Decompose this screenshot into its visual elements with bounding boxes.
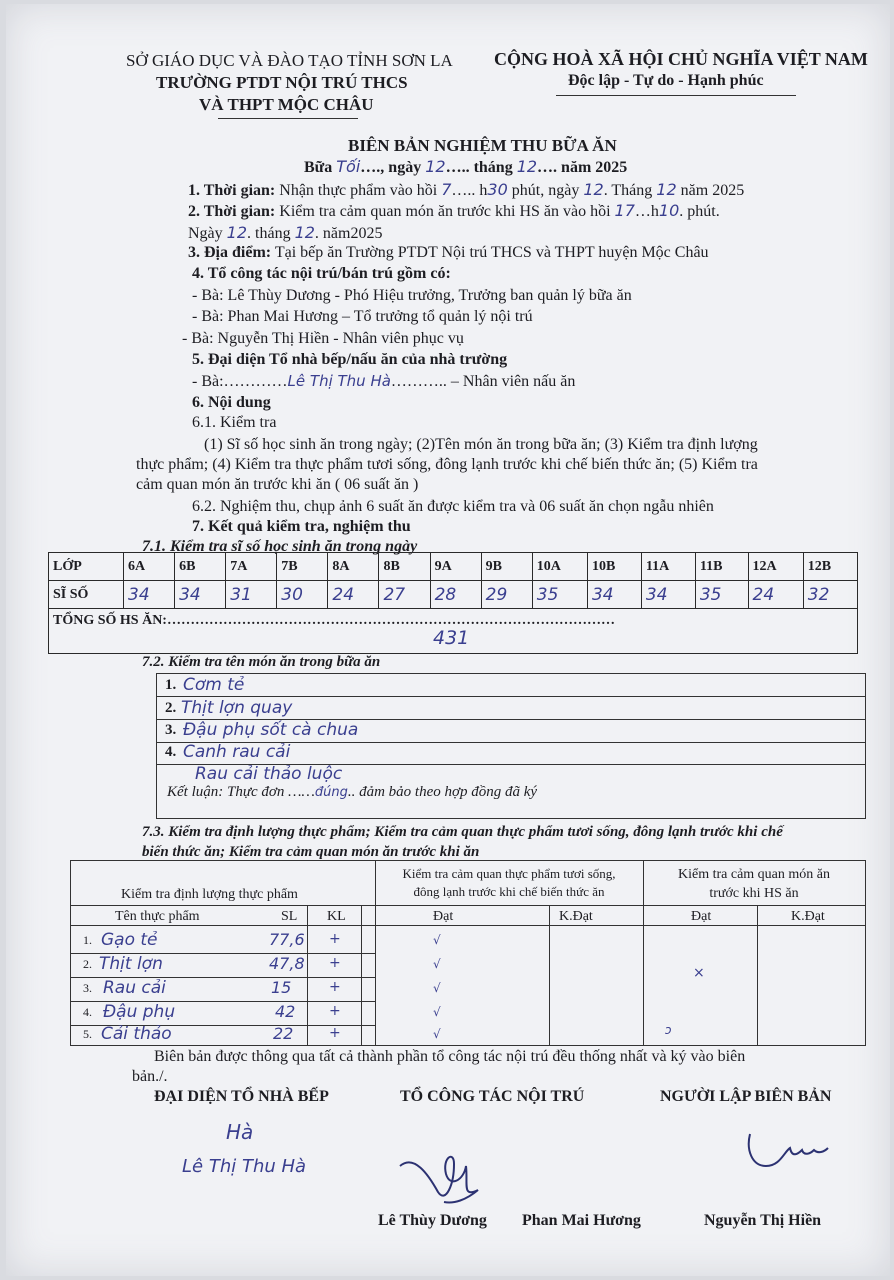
school-name-line2: VÀ THPT MỘC CHÂU [199, 95, 374, 114]
class-row-label: LỚP [49, 553, 124, 581]
section-6-1: 6.1. Kiểm tra [192, 414, 277, 431]
header-sl: SL [281, 909, 298, 924]
header-left-underline [218, 118, 358, 119]
food-name: Gạo tẻ [101, 930, 158, 950]
header-fresh: Kiểm tra cảm quan thực phẩm tươi sống, đông lạnh trước khi chế biến thức ăn [402, 866, 616, 899]
food-dat: √ [433, 1005, 441, 1019]
header-sense: Kiểm tra cảm quan món ăn trước khi HS ăn [677, 867, 830, 901]
food-name: Thịt lợn [99, 954, 163, 974]
food-kl: + [329, 979, 341, 995]
department-name: SỞ GIÁO DỤC VÀ ĐÀO TẠO TỈNH SƠN LA [126, 51, 453, 70]
sense-check-mark: × [693, 965, 705, 981]
count-row [49, 581, 858, 609]
closing-text-l1: Biên bản được thông qua tất cả thành phần tổ công tác nội trú đều thống nhất và ký vào biên [154, 1048, 746, 1065]
signer-2-name: Phan Mai Hương [522, 1212, 641, 1229]
food-sl: 22 [273, 1024, 294, 1043]
dish-name: Thịt lợn quay [181, 698, 293, 718]
dish-name: Cơm tẻ [183, 675, 245, 695]
check-items-line1: (1) Sĩ số học sinh ăn trong ngày; (2)Tên món ăn trong bữa ăn; (3) Kiểm tra định lượng [204, 436, 758, 453]
dish-list-box [156, 673, 866, 819]
attendance-table [48, 552, 858, 654]
header-kdat-sense: K.Đạt [791, 909, 825, 924]
count-cell: 29 [481, 581, 532, 609]
count-cell: 34 [175, 581, 226, 609]
header-dat-fresh: Đạt [433, 909, 454, 924]
document-page [6, 4, 890, 1276]
meal-date-line: Bữa Tối…., ngày 12….. tháng 12…. năm 2025 [304, 157, 628, 176]
member-1: - Bà: Lê Thùy Dương - Phó Hiệu trưởng, Trưởng ban quản lý bữa ăn [192, 287, 632, 304]
document-title: BIÊN BẢN NGHIỆM THU BỮA ĂN [348, 136, 617, 155]
check-items-line2: thực phẩm; (4) Kiểm tra thực phẩm tươi sống, đông lạnh trước khi chế biến thức ăn; (5) Kiểm tra [136, 456, 758, 473]
sense-check-mark-2: ↄ [665, 1023, 672, 1037]
food-kl: + [329, 1003, 341, 1019]
meal-name: Tối [336, 157, 361, 176]
section-7-2-heading: 7.2. Kiểm tra tên món ăn trong bữa ăn [142, 654, 381, 670]
dish-name: Canh rau cải [183, 742, 291, 762]
count-cell: 34 [587, 581, 641, 609]
motto: Độc lập - Tự do - Hạnh phúc [568, 72, 764, 89]
total-label: TỔNG SỐ HS ĂN:…………………………………………………………………………………… [53, 613, 615, 628]
maker-signature [744, 1130, 834, 1176]
section-6-2: 6.2. Nghiệm thu, chụp ảnh 6 suất ăn được kiểm tra và 06 suất ăn chọn ngẫu nhiên [192, 498, 714, 515]
class-row [49, 553, 858, 581]
school-name-line1: TRƯỜNG PTDT NỘI TRÚ THCS [156, 73, 408, 92]
class-cell: 7A [226, 553, 277, 581]
signer-1-name: Lê Thùy Dương [378, 1212, 487, 1229]
member-3: - Bà: Nguyễn Thị Hiền - Nhân viên phục vụ [182, 330, 464, 347]
count-cell: 34 [124, 581, 175, 609]
header-food-name: Tên thực phẩm [115, 909, 200, 924]
count-cell: 30 [277, 581, 328, 609]
count-cell: 27 [379, 581, 430, 609]
section-6-heading: 6. Nội dung [192, 394, 271, 411]
food-name: Rau cải [103, 978, 166, 998]
dish-name-extra: Rau cải thảo luộc [195, 764, 343, 784]
food-sl: 42 [275, 1002, 296, 1021]
count-cell: 32 [803, 581, 857, 609]
class-cell: 6A [124, 553, 175, 581]
class-cell: 12B [803, 553, 857, 581]
count-cell: 28 [430, 581, 481, 609]
header-right-underline [556, 95, 796, 96]
count-cell: 31 [226, 581, 277, 609]
section-7-1-heading: 7.1. Kiểm tra sĩ số học sinh ăn trong ngày [142, 538, 418, 555]
kitchen-signature-name: Lê Thị Thu Hà [182, 1156, 307, 1177]
dish-num: 1. [165, 677, 177, 693]
section-7-3-heading-l1: 7.3. Kiểm tra định lượng thực phẩm; Kiểm tra cảm quan thực phẩm tươi sống, đông lạnh trước khi chế [142, 824, 783, 840]
section-3-line: 3. Địa điểm: Tại bếp ăn Trường PTDT Nội trú THCS và THPT huyện Mộc Châu [188, 244, 709, 261]
total-row [49, 609, 858, 654]
member-2: - Bà: Phan Mai Hương – Tổ trưởng tổ quản lý nội trú [192, 308, 533, 325]
closing-text-l2: bản./. [132, 1068, 168, 1085]
section-4-heading: 4. Tổ công tác nội trú/bán trú gồm có: [192, 265, 451, 282]
food-kl: + [329, 1025, 341, 1041]
food-check-table: Kiểm tra định lượng thực phẩm Kiểm tra cảm quan thực phẩm tươi sống, đông lạnh trước khi chế biến thức ăn Kiểm tra cảm quan món ăn trước khi HS ăn Tên thực phẩm SL KL Đạt K.Đạt Đạt K.Đạt 1. Gạo tẻ 77,6 + √ 2. Thịt lợn 47,8 + √ 3. Rau cải 15 + √ 4. Đậu phụ 42 + √ 5. Cải thảo 22 + √ × ↄ [70, 860, 866, 1046]
dish-num: 2. [165, 700, 177, 716]
count-cell: 34 [641, 581, 695, 609]
board-signature [394, 1144, 504, 1214]
check-items-line3: cảm quan món ăn trước khi ăn ( 06 suất ăn ) [136, 476, 419, 493]
meal-month: 12 [516, 157, 538, 176]
kitchen-signature: Hà [226, 1120, 254, 1144]
section-2-line2: Ngày 12. tháng 12. năm2025 [188, 223, 383, 242]
class-cell: 6B [175, 553, 226, 581]
class-cell: 8B [379, 553, 430, 581]
board-sign-title: TỔ CÔNG TÁC NỘI TRÚ [400, 1088, 585, 1105]
maker-sign-title: NGƯỜI LẬP BIÊN BẢN [660, 1088, 832, 1105]
count-cell: 24 [748, 581, 803, 609]
food-name: Đậu phụ [103, 1002, 176, 1022]
food-dat: √ [433, 933, 441, 947]
food-dat: √ [433, 957, 441, 971]
food-sl: 15 [271, 978, 292, 997]
menu-conclusion: Kết luận: Thực đơn ……đúng.. đảm bảo theo hợp đồng đã ký [167, 784, 538, 800]
dish-name: Đậu phụ sốt cà chua [183, 720, 359, 740]
class-cell: 8A [328, 553, 379, 581]
food-kl: + [329, 931, 341, 947]
section-7-heading: 7. Kết quả kiểm tra, nghiệm thu [192, 518, 411, 535]
class-cell: 10A [532, 553, 587, 581]
food-dat: √ [433, 1027, 441, 1041]
class-cell: 11B [695, 553, 748, 581]
total-value: 431 [433, 627, 470, 649]
food-sl: 77,6 [269, 930, 305, 949]
class-cell: 10B [587, 553, 641, 581]
class-cell: 12A [748, 553, 803, 581]
class-cell: 9B [481, 553, 532, 581]
section-2-line1: 2. Thời gian: Kiểm tra cảm quan món ăn trước khi HS ăn vào hồi 17…h10. phút. [188, 201, 720, 220]
dish-num: 4. [165, 744, 177, 760]
header-kdat-fresh: K.Đạt [559, 909, 593, 924]
section-5-heading: 5. Đại diện Tổ nhà bếp/nấu ăn của nhà trường [192, 351, 508, 368]
count-row-label: SĨ SỐ [49, 581, 124, 609]
count-cell: 35 [695, 581, 748, 609]
food-kl: + [329, 955, 341, 971]
meal-day: 12 [425, 157, 446, 176]
country-name: CỘNG HOÀ XÃ HỘI CHỦ NGHĨA VIỆT NAM [494, 49, 868, 69]
header-quantity: Kiểm tra định lượng thực phẩm [121, 887, 298, 902]
section-1-line: 1. Thời gian: Nhận thực phẩm vào hồi 7….. h30 phút, ngày 12. Tháng 12 năm 2025 [188, 180, 745, 199]
class-cell: 11A [641, 553, 695, 581]
header-kl: KL [327, 909, 346, 924]
food-dat: √ [433, 981, 441, 995]
section-7-3-heading-l2: biến thức ăn; Kiểm tra cảm quan món ăn trước khi ăn [142, 844, 480, 860]
kitchen-rep-line: - Bà:…………Lê Thị Thu Hà……….. – Nhân viên nấu ăn [192, 372, 576, 390]
kitchen-rep-name: Lê Thị Thu Hà [287, 372, 391, 390]
food-sl: 47,8 [269, 954, 305, 973]
signer-3-name: Nguyễn Thị Hiền [704, 1212, 822, 1229]
count-cell: 35 [532, 581, 587, 609]
dish-num: 3. [165, 722, 177, 738]
kitchen-sign-title: ĐẠI DIỆN TỔ NHÀ BẾP [154, 1088, 329, 1105]
class-cell: 9A [430, 553, 481, 581]
class-cell: 7B [277, 553, 328, 581]
header-dat-sense: Đạt [691, 909, 712, 924]
food-name: Cải thảo [101, 1024, 172, 1044]
count-cell: 24 [328, 581, 379, 609]
